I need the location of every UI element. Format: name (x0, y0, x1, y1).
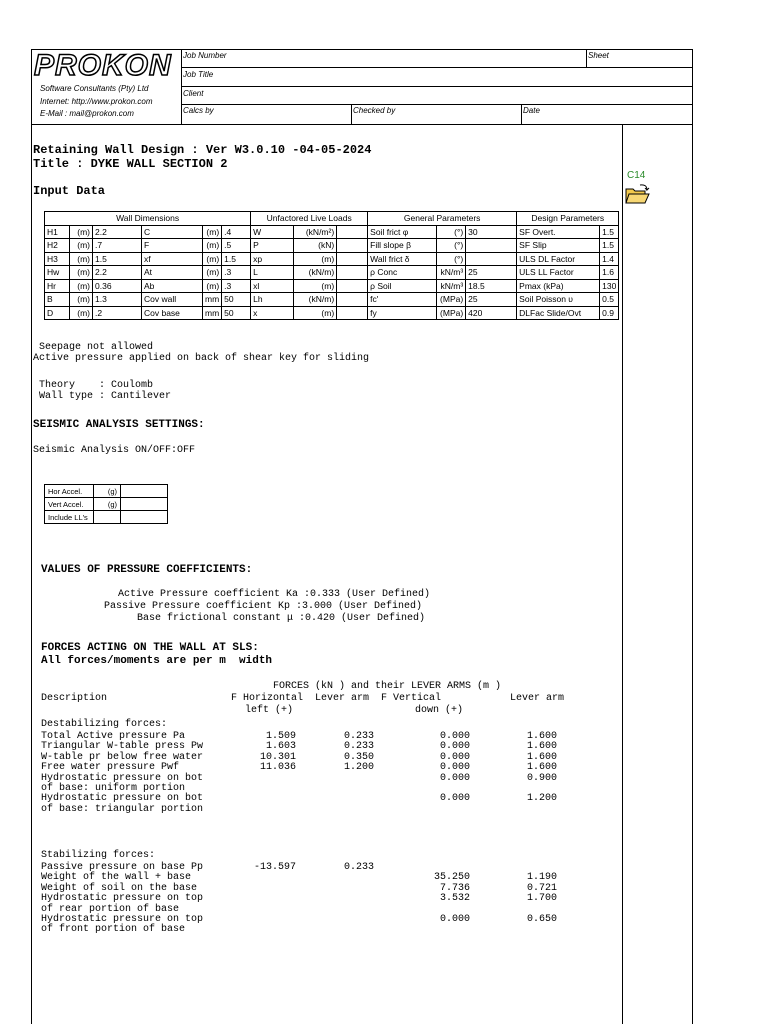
forces-col-header: FORCES (kN ) and their LEVER ARMS (m ) (273, 681, 502, 692)
input-table-cell: 420 (466, 306, 517, 320)
col-f-horizontal: F Horizontal (231, 693, 304, 704)
input-table-cell: (kN/m) (294, 266, 337, 280)
input-table-cell: Lh (251, 293, 294, 307)
input-table-cell: Soil frict φ (368, 225, 437, 239)
header-live-loads: Unfactored Live Loads (251, 212, 368, 226)
col-description: Description (41, 693, 108, 704)
forces-subheading: All forces/moments are per m width (41, 655, 273, 667)
force-value: 1.600 (526, 731, 557, 742)
input-table-cell: SF Slip (517, 239, 600, 253)
col-f-horizontal-sub: left (+) (245, 705, 294, 716)
input-table-cell: 50 (222, 293, 251, 307)
force-value: 0.000 (439, 741, 470, 753)
force-description: Passive pressure on base Pp (41, 862, 204, 873)
force-value: 35.250 (433, 872, 470, 884)
force-value: 0.000 (439, 772, 470, 784)
input-table-cell: (°) (437, 225, 466, 239)
force-value: 0.233 (343, 731, 374, 742)
pressure-coefficients-heading: VALUES OF PRESSURE COEFFICIENTS: (41, 564, 253, 576)
input-table-cell: P (251, 239, 294, 253)
input-table-cell: 50 (222, 306, 251, 320)
input-table-cell: 25 (466, 293, 517, 307)
force-value: 1.509 (265, 731, 296, 742)
force-value: 0.000 (439, 751, 470, 763)
seismic-cell: Hor Accel. (45, 485, 94, 498)
input-table-row (45, 239, 619, 253)
input-table-row (45, 252, 619, 266)
input-table-cell: DLFac Slide/Ovt (517, 306, 600, 320)
input-table-cell: ULS LL Factor (517, 266, 600, 280)
input-table-cell: (kN/m²) (294, 225, 337, 239)
col-lever-arm-1: Lever arm (315, 693, 370, 704)
input-table-cell: xp (251, 252, 294, 266)
force-description: Weight of the wall + base (41, 872, 192, 884)
force-value: 1.200 (343, 762, 374, 774)
input-table-cell: (°) (437, 239, 466, 253)
input-table-cell: H2 (45, 239, 70, 253)
input-table-cell (466, 252, 517, 266)
seismic-row (45, 485, 168, 498)
input-table-cell: (m) (203, 252, 222, 266)
input-table-cell: 2.2 (93, 266, 142, 280)
seismic-heading: SEISMIC ANALYSIS SETTINGS: (33, 419, 205, 431)
date-label: Date (523, 106, 540, 115)
input-table-cell: mm (203, 293, 222, 307)
input-table-cell: W (251, 225, 294, 239)
force-description: of base: triangular portion (41, 803, 204, 815)
mu-line: Base frictional constant μ :0.420 (User Defined) (137, 613, 426, 624)
input-table-cell: 1.5 (93, 252, 142, 266)
input-table-row (45, 306, 619, 320)
stabilizing-label: Stabilizing forces: (41, 850, 156, 861)
force-value: 1.600 (526, 751, 557, 763)
input-table-cell: ρ Soil (368, 279, 437, 293)
input-table-row (45, 266, 619, 280)
input-table-cell: (m) (70, 225, 93, 239)
input-table-row (45, 225, 619, 239)
input-table-cell: .3 (222, 279, 251, 293)
input-table-cell: .3 (222, 266, 251, 280)
force-description: W-table pr below free water (41, 751, 204, 763)
input-table-cell (337, 239, 368, 253)
force-value: 0.000 (439, 793, 470, 805)
header-general-parameters: General Parameters (368, 212, 517, 226)
force-description: Hydrostatic pressure on bot (41, 772, 204, 784)
input-table-cell: (m) (70, 252, 93, 266)
theory-note: Theory : Coulomb (33, 380, 154, 391)
company-name: Software Consultants (Pty) Ltd (40, 84, 149, 93)
input-table-cell: 1.4 (600, 252, 619, 266)
input-table-cell: fc' (368, 293, 437, 307)
input-table-cell: (m) (203, 279, 222, 293)
force-value: 11.036 (259, 762, 296, 774)
report-title-line2: Title : DYKE WALL SECTION 2 (33, 157, 228, 171)
input-table-cell: .2 (93, 306, 142, 320)
forces-heading: FORCES ACTING ON THE WALL AT SLS: (41, 642, 259, 654)
input-table-cell: H3 (45, 252, 70, 266)
side-code: C14 (627, 170, 646, 181)
header-design-parameters: Design Parameters (517, 212, 619, 226)
input-table-cell: (m) (70, 293, 93, 307)
input-table-cell (466, 239, 517, 253)
input-table-cell: (m) (294, 279, 337, 293)
input-table-cell: .4 (222, 225, 251, 239)
input-table-cell: Fill slope β (368, 239, 437, 253)
input-table-cell: Hr (45, 279, 70, 293)
input-table-cell (337, 306, 368, 320)
input-table-cell: (m) (70, 279, 93, 293)
input-table-cell: (m) (70, 266, 93, 280)
input-table-cell: L (251, 266, 294, 280)
job-title-label: Job Title (183, 70, 214, 79)
force-description: Weight of soil on the base (41, 882, 198, 894)
input-table-cell: (MPa) (437, 306, 466, 320)
input-table-cell: (m) (294, 306, 337, 320)
seismic-cell[interactable] (121, 498, 168, 511)
prokon-logo: PROKON (34, 49, 172, 82)
seismic-status: Seismic Analysis ON/OFF:OFF (33, 445, 196, 456)
company-email: E-Mail : mail@prokon.com (40, 109, 134, 118)
input-table-cell: (kN/m) (294, 293, 337, 307)
input-table-cell: 1.5 (222, 252, 251, 266)
input-table-cell: kN/m³ (437, 279, 466, 293)
input-table-cell: SF Overt. (517, 225, 600, 239)
col-f-vertical: F Vertical (381, 693, 442, 704)
input-table-cell: 2.2 (93, 225, 142, 239)
input-table-cell: .5 (222, 239, 251, 253)
input-table-cell: 1.5 (600, 239, 619, 253)
company-internet: Internet: http://www.prokon.com (40, 97, 153, 106)
input-table-cell: 25 (466, 266, 517, 280)
input-table-cell: Pmax (kPa) (517, 279, 600, 293)
header-wall-dimensions: Wall Dimensions (45, 212, 251, 226)
seepage-note: Seepage not allowed (33, 342, 154, 353)
input-table-cell: kN/m³ (437, 266, 466, 280)
force-value: 0.233 (343, 862, 374, 873)
open-folder-icon[interactable] (625, 184, 651, 204)
input-table-cell: D (45, 306, 70, 320)
input-table-cell: Cov wall (142, 293, 203, 307)
input-table-cell: Wall frict δ (368, 252, 437, 266)
input-table-cell (337, 266, 368, 280)
report-title-line1: Retaining Wall Design : Ver W3.0.10 -04-05-2024 (33, 143, 372, 157)
destabilizing-label: Destabilizing forces: (41, 719, 168, 730)
input-table-cell: (MPa) (437, 293, 466, 307)
checked-by-label: Checked by (353, 106, 396, 115)
force-value: 7.736 (439, 882, 470, 894)
input-table-cell: (°) (437, 252, 466, 266)
wall-type-note: Wall type : Cantilever (33, 391, 172, 402)
force-value: 1.190 (526, 872, 557, 884)
force-value: 0.650 (526, 914, 557, 925)
input-table-cell: x (251, 306, 294, 320)
col-lever-arm-2: Lever arm (510, 693, 565, 704)
input-table-cell: mm (203, 306, 222, 320)
seismic-cell (94, 511, 121, 524)
seismic-cell: (g) (94, 498, 121, 511)
force-description: Total Active pressure Pa (41, 731, 186, 742)
input-table-cell: Soil Poisson υ (517, 293, 600, 307)
input-table-cell: 0.5 (600, 293, 619, 307)
input-data-heading: Input Data (33, 184, 106, 198)
input-table-cell: B (45, 293, 70, 307)
input-table-cell: Hw (45, 266, 70, 280)
input-table-row (45, 279, 619, 293)
input-table-cell: 30 (466, 225, 517, 239)
col-f-vertical-sub: down (+) (415, 705, 464, 716)
force-value: -13.597 (253, 862, 296, 873)
force-description: of rear portion of base (41, 903, 180, 915)
force-description: of base: uniform portion (41, 783, 186, 794)
force-description: of front portion of base (41, 924, 186, 936)
input-table-cell: (m) (294, 252, 337, 266)
seismic-cell[interactable] (121, 511, 168, 524)
input-table-cell: Ab (142, 279, 203, 293)
input-table-cell (337, 279, 368, 293)
force-description: Free water pressure Pwf (41, 762, 180, 774)
input-table-cell: H1 (45, 225, 70, 239)
force-value: 1.600 (526, 762, 557, 774)
input-table-cell: (m) (70, 306, 93, 320)
seismic-cell: Vert Accel. (45, 498, 94, 511)
input-table-cell: 0.9 (600, 306, 619, 320)
input-table-cell: ULS DL Factor (517, 252, 600, 266)
job-number-label: Job Number (183, 51, 227, 60)
seismic-table (44, 484, 168, 524)
force-description: Hydrostatic pressure on top (41, 893, 204, 905)
input-table-cell: Cov base (142, 306, 203, 320)
input-table-cell (337, 252, 368, 266)
input-table-cell: 1.3 (93, 293, 142, 307)
force-value: 0.233 (343, 741, 374, 753)
input-table-cell: (m) (203, 225, 222, 239)
force-value: 1.700 (526, 893, 557, 905)
force-value: 10.301 (259, 751, 296, 763)
force-value: 0.350 (343, 751, 374, 763)
seismic-cell: (g) (94, 485, 121, 498)
input-table-cell: 130 (600, 279, 619, 293)
seismic-row (45, 498, 168, 511)
sheet-label: Sheet (588, 51, 609, 60)
force-description: Hydrostatic pressure on bot (41, 793, 204, 805)
force-value: 0.000 (439, 731, 470, 742)
seismic-cell: Include LL's (45, 511, 94, 524)
force-value: 3.532 (439, 893, 470, 905)
force-value: 0.721 (526, 882, 557, 894)
client-label: Client (183, 89, 204, 98)
force-description: Hydrostatic pressure on top (41, 914, 204, 925)
input-table-cell: (kN) (294, 239, 337, 253)
input-table-cell: (m) (203, 266, 222, 280)
input-table-cell: 1.6 (600, 266, 619, 280)
force-value: 1.200 (526, 793, 557, 805)
force-value: 1.600 (526, 741, 557, 753)
input-table-cell: ρ Conc (368, 266, 437, 280)
input-table-cell: C (142, 225, 203, 239)
input-table-cell: xf (142, 252, 203, 266)
input-data-table (44, 211, 619, 320)
seismic-cell[interactable] (121, 485, 168, 498)
input-table-cell: 18.5 (466, 279, 517, 293)
input-table-cell: 1.5 (600, 225, 619, 239)
input-table-cell: xl (251, 279, 294, 293)
input-table-cell: fy (368, 306, 437, 320)
input-table-cell: 0.36 (93, 279, 142, 293)
force-value: 0.900 (526, 772, 557, 784)
input-table-cell (337, 293, 368, 307)
force-value: 0.000 (439, 762, 470, 774)
input-table-cell: (m) (203, 239, 222, 253)
input-table-cell: At (142, 266, 203, 280)
force-description: Triangular W-table press Pw (41, 741, 204, 753)
ka-line: Active Pressure coefficient Ka :0.333 (User Defined) (118, 589, 431, 600)
calcs-by-label: Calcs by (183, 106, 214, 115)
input-table-row (45, 293, 619, 307)
force-value: 0.000 (439, 914, 470, 925)
kp-line: Passive Pressure coefficient Kp :3.000 (User Defined) (104, 601, 423, 612)
seismic-row (45, 511, 168, 524)
input-table-cell: .7 (93, 239, 142, 253)
force-value: 1.603 (265, 741, 296, 753)
input-table-cell: (m) (70, 239, 93, 253)
input-table-cell (337, 225, 368, 239)
active-pressure-note: Active pressure applied on back of shear key for sliding (33, 353, 370, 364)
input-table-cell: F (142, 239, 203, 253)
